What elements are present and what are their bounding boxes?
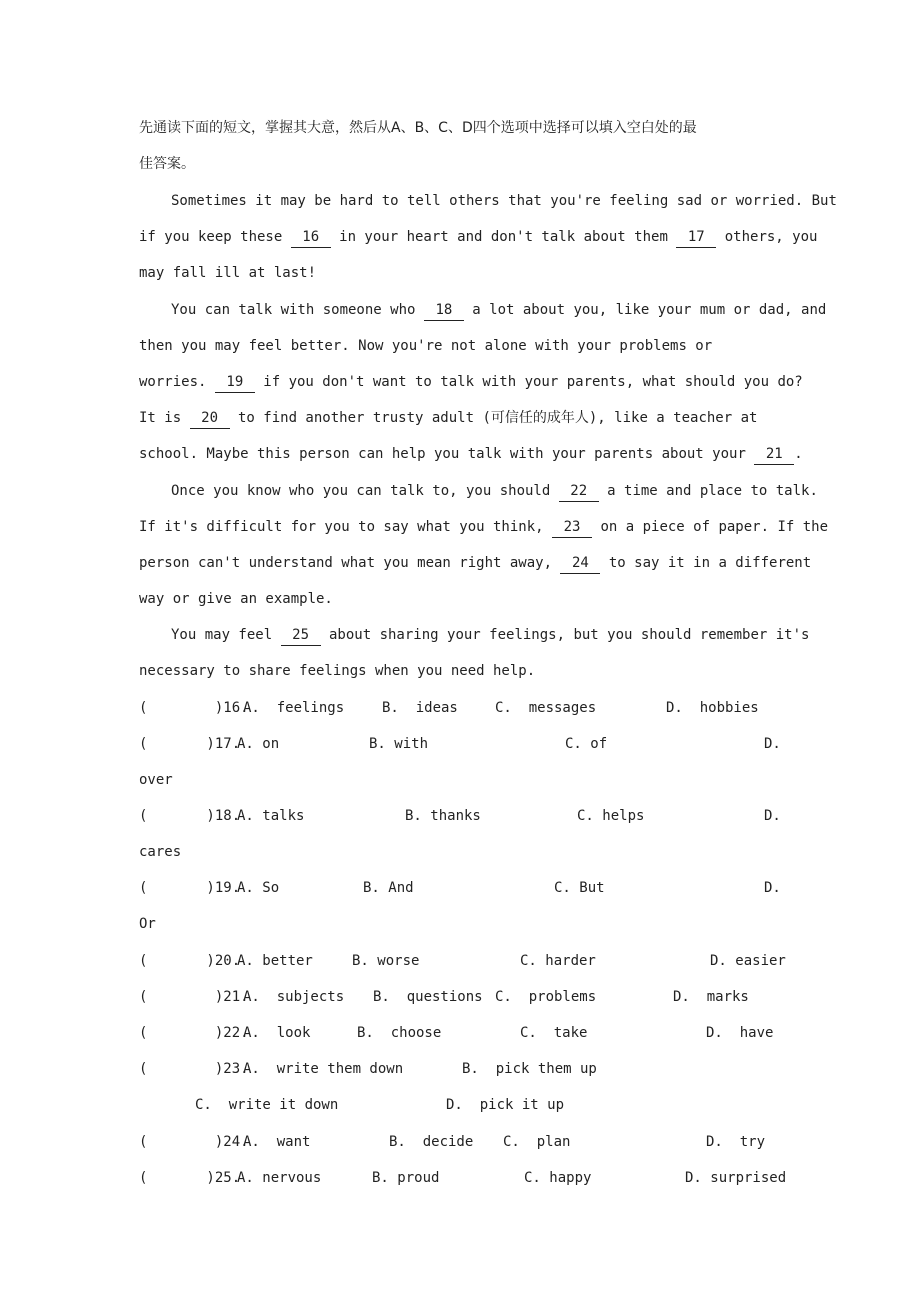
passage-p3-line-1: Once you know who you can talk to, you should 22 a time and place to talk. [171,481,818,501]
passage-p2-line-5: school. Maybe this person can help you talk with your parents about your 21 . [139,444,803,464]
option-a: A. So [237,880,280,896]
passage-p1-line-2: if you keep these 16 in your heart and don't talk about them 17 others, you [139,227,817,247]
question-number: ( )25. [139,1170,241,1186]
blank-18: 18 [424,300,464,321]
blank-19: 19 [215,372,255,393]
option-a: A. subjects [243,989,345,1005]
option-c: C. harder [520,953,596,969]
question-number: ( )24. [139,1134,249,1150]
question-number: ( )23. [139,1061,249,1077]
option-c: C. plan [503,1134,571,1150]
option-d: D. have [706,1025,774,1041]
option-d: D. [764,736,781,752]
option-a: A. feelings [243,700,345,716]
passage-p4-line-2: necessary to share feelings when you need help. [139,663,536,679]
blank-16: 16 [291,227,331,248]
option-d: D. surprised [685,1170,787,1186]
option-b: B. choose [357,1025,442,1041]
option-c: C. of [565,736,608,752]
option-a: A. on [237,736,280,752]
option-b: B. thanks [405,808,481,824]
passage-p3-line-3: person can't understand what you mean right away, 24 to say it in a different [139,553,811,573]
option-d: D. easier [710,953,786,969]
option-b: B. ideas [382,700,458,716]
question-number: ( )16. [139,700,249,716]
option-b: B. pick them up [462,1061,597,1077]
option-d-text: over [139,772,173,788]
option-c: C. helps [577,808,645,824]
option-a: A. look [243,1025,311,1041]
question-number: ( )21. [139,989,249,1005]
question-number: ( )18. [139,808,241,824]
passage-p1-line-3: may fall ill at last! [139,265,317,281]
option-b: B. And [363,880,414,896]
option-a: A. write them down [243,1061,404,1077]
passage-p3-line-2: If it's difficult for you to say what you think, 23 on a piece of paper. If the [139,517,828,537]
option-c: C. happy [524,1170,592,1186]
option-c: C. write it down [195,1097,339,1113]
instruction-line-1: 先通读下面的短文，掌握其大意，然后从A、B、C、D四个选项中选择可以填入空白处的最 [139,120,697,136]
blank-23: 23 [552,517,592,538]
blank-24: 24 [560,553,600,574]
option-d-text: cares [139,844,182,860]
option-a: A. want [243,1134,311,1150]
blank-25: 25 [281,625,321,646]
option-c: C. take [520,1025,588,1041]
blank-21: 21 [754,444,794,465]
option-c: C. But [554,880,605,896]
option-d-text: Or [139,916,156,932]
passage-p2-line-2: then you may feel better. Now you're not alone with your problems or [139,338,713,354]
option-b: B. with [369,736,429,752]
option-d: D. try [706,1134,766,1150]
question-number: ( )22. [139,1025,249,1041]
passage-p1-line-1: Sometimes it may be hard to tell others that you're feeling sad or worried. But [171,193,837,209]
option-d: D. marks [673,989,749,1005]
blank-17: 17 [676,227,716,248]
option-b: B. questions [373,989,483,1005]
option-a: A. nervous [237,1170,322,1186]
passage-p2-line-3: worries. 19 if you don't want to talk with your parents, what should you do? [139,372,803,392]
option-b: B. decide [389,1134,474,1150]
option-d: D. [764,808,781,824]
option-a: A. talks [237,808,305,824]
option-c: C. messages [495,700,597,716]
passage-p2-line-4: It is 20 to find another trusty adult (可信任的成年人), like a teacher at [139,408,757,428]
question-number: ( )20. [139,953,241,969]
option-b: B. worse [352,953,420,969]
option-a: A. better [237,953,313,969]
instruction-line-2: 佳答案。 [139,156,195,172]
option-d: D. hobbies [666,700,759,716]
passage-p2-line-1: You can talk with someone who 18 a lot about you, like your mum or dad, and [171,300,826,320]
option-d: D. pick it up [446,1097,565,1113]
option-d: D. [764,880,781,896]
question-number: ( )17. [139,736,241,752]
option-c: C. problems [495,989,597,1005]
passage-p3-line-4: way or give an example. [139,591,333,607]
option-b: B. proud [372,1170,440,1186]
blank-20: 20 [190,408,230,429]
blank-22: 22 [559,481,599,502]
passage-p4-line-1: You may feel 25 about sharing your feelings, but you should remember it's [171,625,809,645]
question-number: ( )19. [139,880,241,896]
